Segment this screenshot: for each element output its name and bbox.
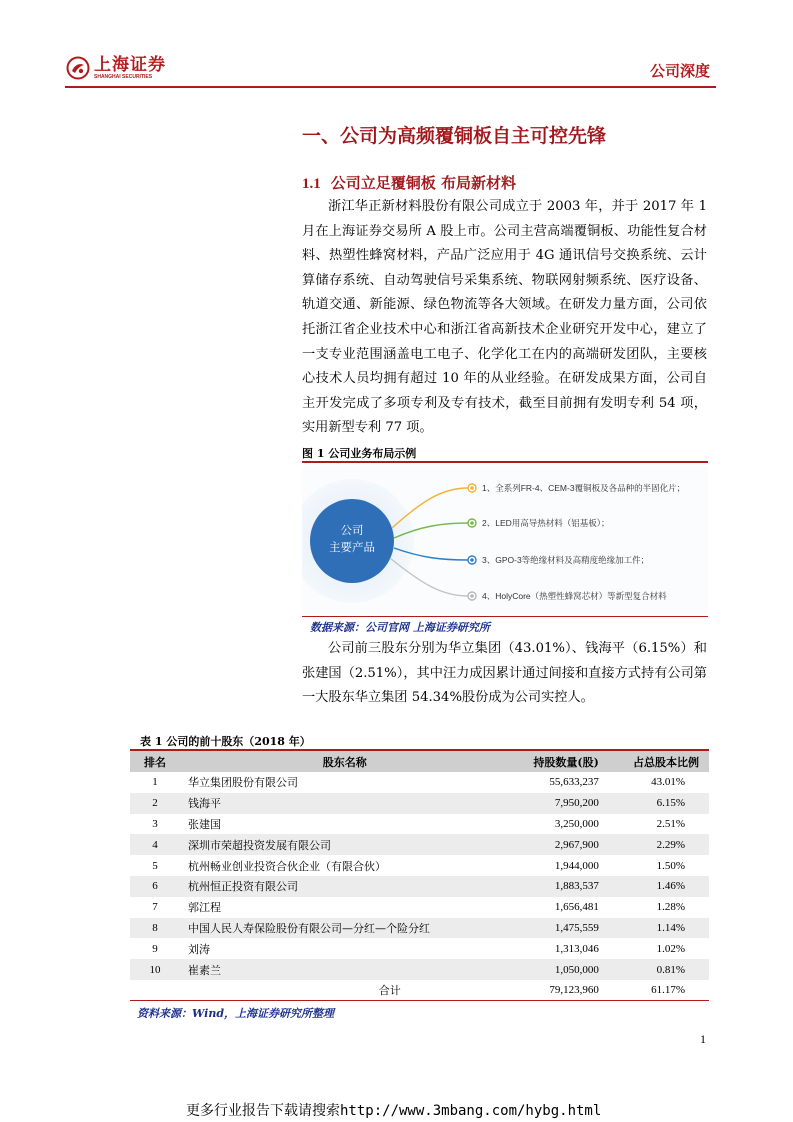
product-item-4: 4、HolyCore（热塑性蜂窝芯材）等新型复合材料 [482,591,667,601]
top-ten-shareholders-table [130,751,709,1001]
shareholder-paragraph: 公司前三股东分别为华立集团（43.01%）、钱海平（6.15%）和张建国（2.51%），其中汪力成因累计通过间接和直接方式持有公司第一大股东华立集团 54.34%股份成为公司实控人。 [302,641,707,706]
figure-top-rule [302,461,708,463]
table-total-row [130,980,709,1001]
bullet-dot-3-inner [470,558,474,562]
rank-cell: 9 [152,942,158,955]
shares-cell: 1,313,046 [554,942,599,955]
shares-cell: 1,944,000 [554,859,599,872]
shareholder-name-cell: 深圳市荣超投资发展有限公司 [180,834,509,855]
rank-cell: 6 [130,876,180,897]
table-source: 资料来源：Wind，上海证券研究所整理 [137,1007,335,1020]
shares-cell: 1,475,559 [509,918,608,939]
download-footer [186,1100,601,1120]
shares-cell: 1,883,537 [509,876,608,897]
shares-cell: 1,050,000 [509,959,608,980]
footer-url[interactable]: http://www.3mbang.com/hybg.html [340,1103,602,1119]
section-heading: 一、公司为高频覆铜板自主可控先锋 [302,125,607,147]
rank-cell: 5 [152,859,158,872]
circle-label-line1: 公司 [340,525,364,537]
figure-bottom-rule [302,616,708,617]
bullet-dot-2-inner [470,521,474,525]
table-row [130,855,709,876]
company-intro-paragraph: 浙江华正新材料股份有限公司成立于 2003 年，并于 2017 年 1 月在上海证券交易所 A 股上市。公司主营高端覆铜板、功能性复合材料、热塑性蜂窝材料，产品广泛应用于 4G 通讯信号交换系统、云计算储存系统、自动驾驶信号采集系统、物联网射频系统、医疗设备、轨道交通、新能源、绿色物流等各大领域。在研发力量方面，公司依托浙江省企业技术中心和浙江省高新技术企业研究开发中心，建立了一支专业范围涵盖电工电子、化学化工在内的高端研发团队，主要核心技术人员均拥有超过 10 年的从业经验。在研发成果方面，公司自主开发完成了多项专利及专有技术，截至目前拥有发明专利 54 项，实用新型专利 77 项。 [302,199,707,436]
table-caption-suffix: ） [299,735,311,748]
rank-cell: 4 [130,834,180,855]
ratio-cell: 1.50% [656,859,685,872]
product-item-1: 1、全系列FR-4、CEM-3覆铜板及各品种的半固化片； [482,483,686,493]
table-row [130,938,709,959]
subsection-number: 1.1 [302,176,321,192]
table-header-row [130,751,709,772]
logo-emblem-icon [66,56,90,80]
ratio-cell: 6.15% [609,793,709,814]
shareholder-name-cell: 杭州恒正投资有限公司 [180,876,509,897]
total-rank-cell [130,980,180,1001]
header-divider [65,86,716,88]
header-shareholder-name: 股东名称 [180,751,509,772]
shares-cell: 2,967,900 [509,834,608,855]
subsection-heading [302,172,516,193]
bullet-dot-4-inner [470,594,474,598]
shareholder-name-cell: 华立集团股份有限公司 [188,776,298,790]
table-row [130,876,709,897]
product-item-3: 3、GPO-3等绝缘材料及高精度绝缘加工件； [482,555,650,565]
report-type-label: 公司深度 [649,62,710,80]
shareholder-name-cell: 中国人民人寿保险股份有限公司—分红—个险分红 [180,918,509,939]
circle-label-line2: 主要产品 [329,542,375,554]
logo-english-name: SHANGHAI SECURITIES [94,74,153,80]
page-number: 1 [700,1032,706,1046]
table-row [130,793,709,814]
ratio-cell: 0.81% [609,959,709,980]
ratio-cell: 2.51% [656,817,685,830]
table-row [130,834,709,855]
ratio-cell: 1.02% [656,942,685,955]
shares-cell: 55,633,237 [549,776,599,789]
rank-cell: 1 [152,776,158,789]
header-rank: 排名 [130,751,180,772]
rank-cell: 10 [130,959,180,980]
shareholder-name-cell: 崔素兰 [180,959,509,980]
bullet-dot-1-inner [470,486,474,490]
total-shares-cell: 79,123,960 [509,980,608,1001]
subsection-title: 公司立足覆铜板 布局新材料 [330,174,516,192]
header-ratio: 占总股本比例 [609,751,709,772]
shareholder-name-cell: 张建国 [188,817,221,831]
table-caption-year: 2018 年 [254,735,300,748]
table-row [130,814,709,835]
table-row [130,959,709,980]
ratio-cell: 1.28% [656,901,685,914]
table-row [130,897,709,918]
figure-caption: 图 1 公司业务布局示例 [302,447,417,460]
business-layout-diagram [302,466,708,614]
circle-label [310,523,394,557]
header-shares: 持股数量(股) [509,751,608,772]
table-caption-prefix: 表 1 公司的前十股东（ [140,735,255,748]
total-ratio-cell: 61.17% [609,980,709,1001]
ratio-cell: 43.01% [651,776,685,789]
logo-chinese-name: 上海证券 [94,55,166,75]
figure-source: 数据来源：公司官网 上海证券研究所 [310,621,490,634]
rank-cell: 3 [152,817,158,830]
product-item-2: 2、LED用高导热材料（铝基板）； [482,518,610,528]
footer-text: 更多行业报告下载请搜索 [186,1103,340,1119]
shares-cell: 7,950,200 [509,793,608,814]
table-row [130,772,709,793]
shareholder-name-cell: 郭江程 [188,901,221,915]
ratio-cell: 2.29% [609,834,709,855]
table-body [130,772,709,1001]
shareholder-name-cell: 杭州畅业创业投资合伙企业（有限合伙） [188,859,386,873]
rank-cell: 7 [152,901,158,914]
ratio-cell: 1.14% [609,918,709,939]
table-caption [140,733,311,749]
rank-cell: 8 [130,918,180,939]
rank-cell: 2 [130,793,180,814]
shares-cell: 3,250,000 [554,817,599,830]
shareholder-name-cell: 刘涛 [188,942,210,956]
table-row [130,918,709,939]
shareholder-name-cell: 钱海平 [180,793,509,814]
shares-cell: 1,656,481 [554,901,599,914]
total-label-cell: 合计 [180,980,509,1001]
company-logo [66,56,166,80]
ratio-cell: 1.46% [609,876,709,897]
